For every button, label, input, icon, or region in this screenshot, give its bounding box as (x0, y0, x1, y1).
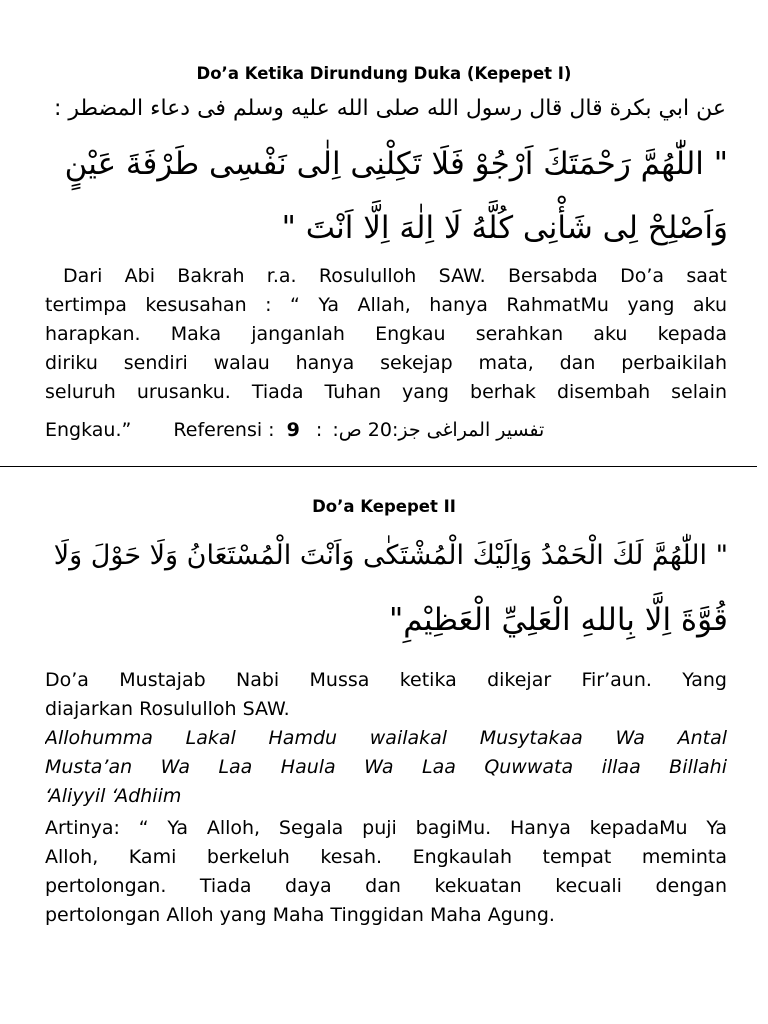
reference-line (45, 419, 550, 441)
transliteration-paragraph (45, 724, 727, 811)
arabic-hadith-intro: عن ابي بكرة قال قال رسول الله صلى الله عليه وسلم فى دعاء المضطر : (53, 96, 726, 121)
arabic-prayer2-line-1: " اللّٰهُمَّ لَكَ الْحَمْدُ وَاِلَيْكَ الْمُشْتَكٰى وَاَنْتَ الْمُسْتَعَانُ وَلَا حَوْلَ وَلَا (53, 540, 728, 571)
paragraph-line: tertimpa kesusahan : “ Ya Allah, hanya RahmatMu yang aku (45, 294, 727, 316)
paragraph-line: Musta’an Wa Laa Haula Wa Laa Quwwata illaa Billahi (45, 756, 727, 778)
arabic-prayer-line-1: " اللّٰهُمَّ رَحْمَتَكَ اَرْجُوْ فَلَا تَكِلْنِى اِلٰى نَفْسِى طَرْفَةَ عَيْنٍ (64, 146, 728, 182)
paragraph-line: pertolongan Alloh yang Maha Tinggidan Maha Agung. (45, 904, 555, 926)
section1-title: Do’a Ketika Dirundung Duka (Kepepet I) (196, 64, 572, 83)
paragraph-line: diajarkan Rosululloh SAW. (45, 698, 290, 720)
paragraph-line: Dari Abi Bakrah r.a. Rosululloh SAW. Bersabda Do’a saat (63, 265, 727, 287)
paragraph-line: seluruh urusanku. Tiada Tuhan yang berhak disembah selain (45, 381, 727, 403)
paragraph-line: diriku sendiri walau hanya sekejap mata, dan perbaikilah (45, 352, 727, 374)
paragraph-line: pertolongan. Tiada daya dan kekuatan kecuali dengan (45, 875, 727, 897)
paragraph-line: harapkan. Maka janganlah Engkau serahkan aku kepada (45, 323, 727, 345)
reference-volume: 9 (286, 419, 300, 441)
translation-paragraph (45, 262, 727, 407)
paragraph-line: Do’a Mustajab Nabi Mussa ketika dikejar Fir’aun. Yang (45, 669, 727, 691)
paragraph-end-text: Engkau.” (45, 419, 132, 441)
arabic-prayer2-line-2: قُوَّةَ اِلَّا بِاللهِ الْعَلِيِّ الْعَظِيْمِ" (389, 602, 728, 638)
paragraph-line: Artinya: “ Ya Alloh, Segala puji bagiMu. Hanya kepadaMu Ya (45, 817, 727, 839)
paragraph-line: Allohumma Lakal Hamdu wailakal Musytakaa Wa Antal (45, 727, 727, 749)
meaning-paragraph (45, 814, 727, 930)
section2-title: Do’a Kepepet II (312, 497, 456, 516)
intro-paragraph (45, 666, 727, 724)
reference-arabic-source: تفسير المراغى جز:20 ص: (332, 419, 545, 441)
paragraph-line: ‘Aliyyil ‘Adhiim (45, 785, 182, 807)
reference-separator: : (315, 419, 323, 441)
section-divider (0, 466, 757, 467)
reference-label: Referensi : (173, 419, 275, 441)
paragraph-line: Alloh, Kami berkeluh kesah. Engkaulah tempat meminta (45, 846, 727, 868)
arabic-prayer-line-2: وَاَصْلِحْ لِى شَأْنِى كُلَّهُ لَا اِلٰهَ اِلَّا اَنْتَ " (281, 210, 728, 246)
